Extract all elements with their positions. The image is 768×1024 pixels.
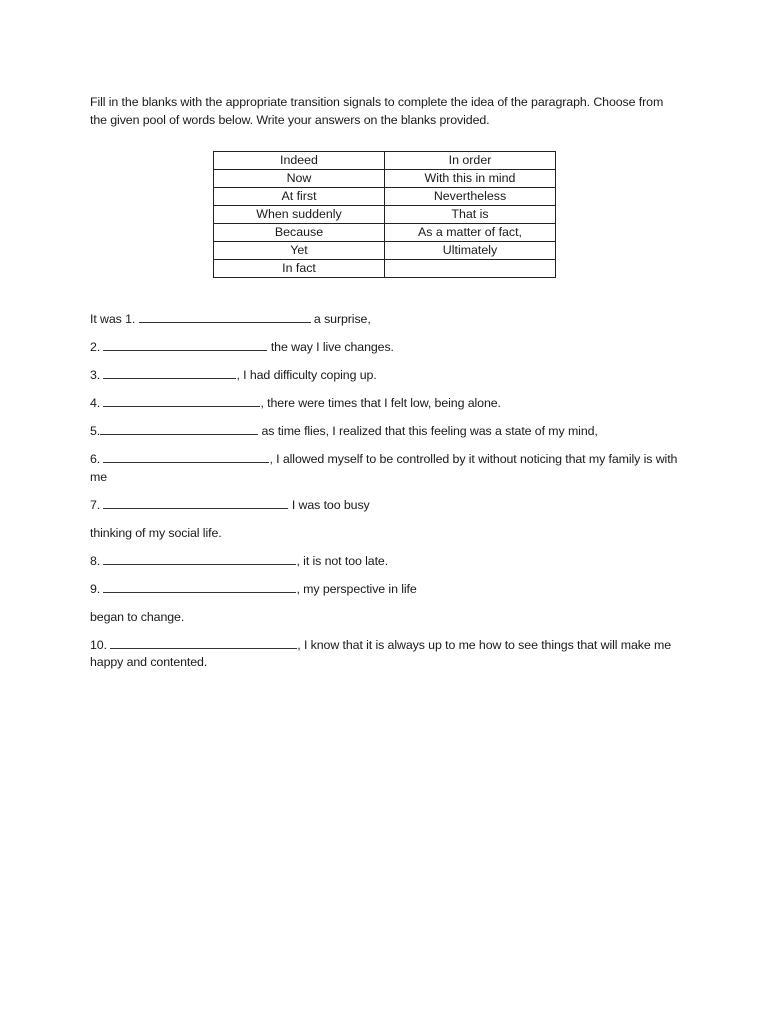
word-pool-cell: In order bbox=[385, 152, 556, 170]
word-pool-table bbox=[213, 151, 556, 278]
answer-blank[interactable] bbox=[103, 339, 267, 351]
answer-blank[interactable] bbox=[103, 367, 236, 379]
word-pool-cell: That is bbox=[385, 206, 556, 224]
item-suffix: , there were times that I felt low, being alone. bbox=[260, 396, 501, 410]
exercise-items bbox=[90, 311, 680, 672]
item-prefix: 8. bbox=[90, 553, 104, 568]
answer-blank[interactable] bbox=[139, 311, 311, 323]
item-continuation-text: thinking of my social life. bbox=[90, 525, 222, 540]
item-prefix: 7. bbox=[90, 497, 104, 512]
exercise-item bbox=[90, 637, 680, 672]
item-suffix: as time flies, I realized that this feeling was a state of my mind, bbox=[258, 424, 598, 438]
item-suffix: , it is not too late. bbox=[296, 553, 389, 568]
item-prefix: It was 1. bbox=[90, 312, 139, 326]
item-prefix: 9. bbox=[90, 581, 104, 596]
word-pool-row bbox=[214, 224, 556, 242]
word-pool-cell: With this in mind bbox=[385, 170, 556, 188]
exercise-item bbox=[90, 451, 680, 486]
item-suffix: the way I live changes. bbox=[267, 340, 394, 354]
instructions-text: Fill in the blanks with the appropriate transition signals to complete the idea of the paragraph. Choose from the given pool of words below. Write your answers on the blanks provided. bbox=[90, 95, 664, 127]
word-pool-row bbox=[214, 152, 556, 170]
item-suffix: a surprise, bbox=[310, 312, 371, 326]
word-pool-row bbox=[214, 242, 556, 260]
item-suffix: , my perspective in life bbox=[296, 581, 417, 596]
answer-blank[interactable] bbox=[103, 395, 260, 407]
exercise-item bbox=[90, 497, 680, 515]
word-pool-cell: Because bbox=[214, 224, 385, 242]
answer-blank[interactable] bbox=[103, 553, 296, 565]
worksheet-page bbox=[90, 94, 680, 682]
answer-blank[interactable] bbox=[110, 637, 297, 649]
word-pool-row bbox=[214, 170, 556, 188]
item-prefix: 10. bbox=[90, 637, 111, 652]
word-pool-row bbox=[214, 206, 556, 224]
item-suffix: I was too busy bbox=[288, 497, 370, 512]
word-pool-cell: Now bbox=[214, 170, 385, 188]
word-pool-cell: In fact bbox=[214, 260, 385, 278]
exercise-item bbox=[90, 367, 680, 385]
word-pool-cell: When suddenly bbox=[214, 206, 385, 224]
word-pool-cell: Nevertheless bbox=[385, 188, 556, 206]
item-prefix: 5. bbox=[90, 424, 101, 438]
word-pool-row bbox=[214, 260, 556, 278]
answer-blank[interactable] bbox=[103, 581, 296, 593]
exercise-item bbox=[90, 423, 680, 441]
answer-blank[interactable] bbox=[103, 497, 288, 509]
word-pool-cell: Indeed bbox=[214, 152, 385, 170]
item-prefix: 6. bbox=[90, 452, 104, 466]
item-prefix: 2. bbox=[90, 340, 104, 354]
exercise-item bbox=[90, 581, 680, 599]
answer-blank[interactable] bbox=[103, 451, 269, 463]
exercise-item bbox=[90, 339, 680, 357]
item-suffix: , I know that it is always up to me how to see things that will make me happy and contented. bbox=[90, 637, 672, 669]
item-prefix: 4. bbox=[90, 396, 104, 410]
item-suffix: , I had difficulty coping up. bbox=[236, 368, 377, 382]
exercise-item bbox=[90, 553, 680, 571]
word-pool-cell: Ultimately bbox=[385, 242, 556, 260]
word-pool-cell: Yet bbox=[214, 242, 385, 260]
answer-blank[interactable] bbox=[100, 423, 258, 435]
word-pool-cell: As a matter of fact, bbox=[385, 224, 556, 242]
word-pool-row bbox=[214, 188, 556, 206]
word-pool-cell: At first bbox=[214, 188, 385, 206]
item-suffix: , I allowed myself to be controlled by it without noticing that my family is with me bbox=[90, 452, 678, 484]
item-prefix: 3. bbox=[90, 368, 104, 382]
word-pool-cell bbox=[385, 260, 556, 278]
item-continuation-text: began to change. bbox=[90, 609, 185, 624]
exercise-item bbox=[90, 395, 680, 413]
exercise-item bbox=[90, 311, 680, 329]
